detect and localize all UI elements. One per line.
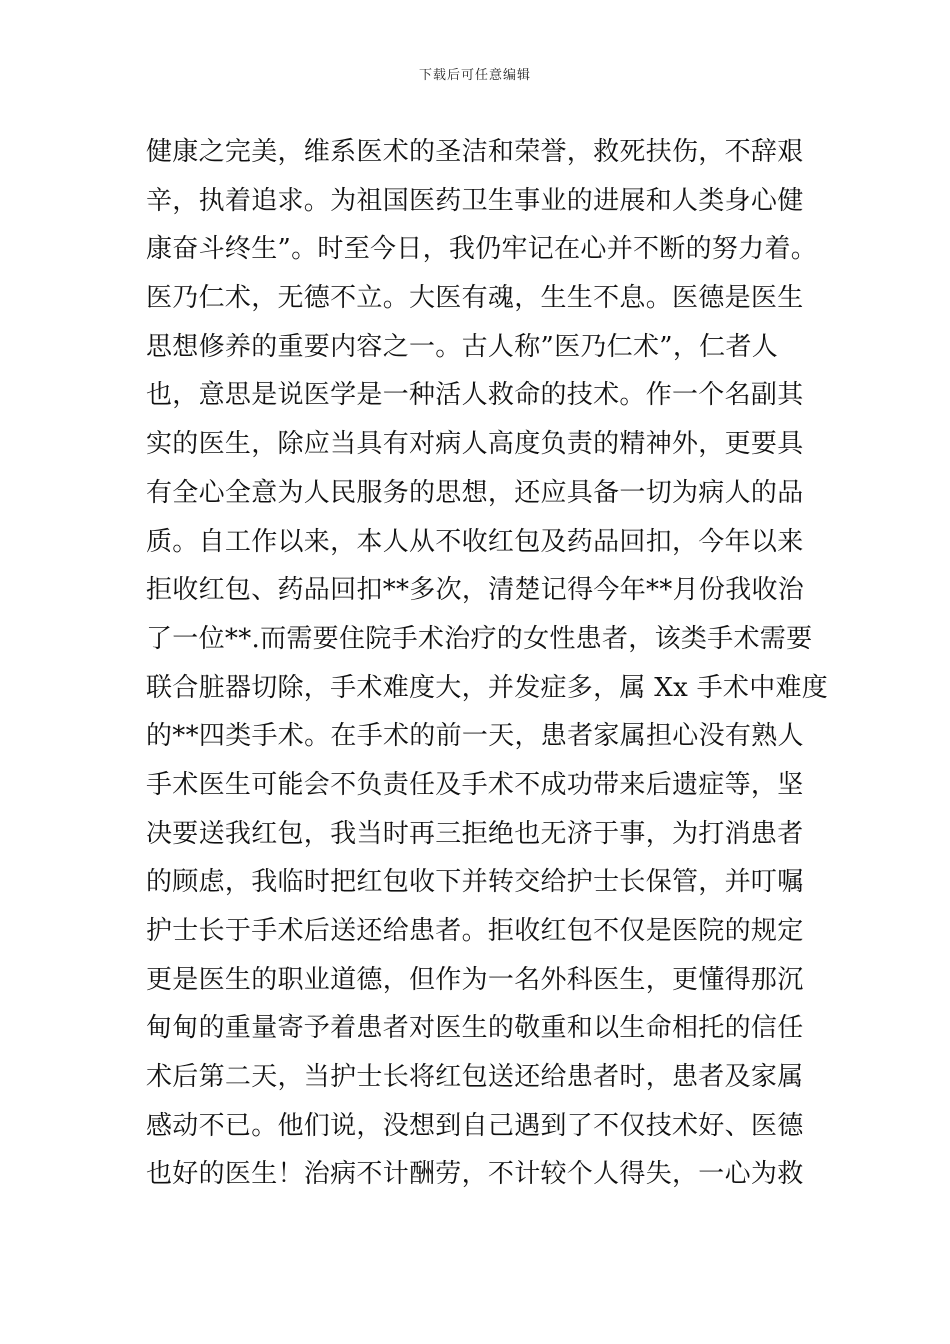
text-line: 联合脏器切除，手术难度大，并发症多，属 Xx 手术中难度 <box>146 672 829 703</box>
text-line: 更是医生的职业道德，但作为一名外科医生，更懂得那沉 <box>146 964 804 995</box>
body-text <box>146 128 846 1199</box>
text-line: 辛，执着追求。为祖国医药卫生事业的进展和人类身心健 <box>146 185 804 216</box>
text-line: 有全心全意为人民服务的思想，还应具备一切为病人的品 <box>146 477 804 508</box>
text-line: 感动不已。他们说，没想到自己遇到了不仅技术好、医德 <box>146 1110 804 1141</box>
text-line: 也好的医生！治病不计酬劳，不计较个人得失，一心为救 <box>146 1159 804 1190</box>
text-line: 质。自工作以来，本人从不收红包及药品回扣，今年以来 <box>146 526 804 557</box>
text-line: 医乃仁术，无德不立。大医有魂，生生不息。医德是医生 <box>146 283 804 314</box>
text-line: 也，意思是说医学是一种活人救命的技术。作一个名副其 <box>146 380 804 411</box>
text-line: 了一位**.而需要住院手术治疗的女性患者，该类手术需要 <box>146 623 813 654</box>
text-line: 护士长于手术后送还给患者。拒收红包不仅是医院的规定 <box>146 916 804 946</box>
text-line: 的顾虑，我临时把红包收下并转交给护士长保管，并叮嘱 <box>146 867 804 898</box>
header-note: 下载后可任意编辑 <box>418 68 531 83</box>
text-line: 手术医生可能会不负责任及手术不成功带来后遗症等，坚 <box>146 769 804 800</box>
text-line: 术后第二天，当护士长将红包送还给患者时，患者及家属 <box>146 1062 804 1093</box>
text-line: 甸甸的重量寄予着患者对医生的敬重和以生命相托的信任 <box>146 1013 804 1044</box>
text-line: 思想修养的重要内容之一。古人称”医乃仁术”，仁者人 <box>146 331 779 362</box>
text-line: 实的医生，除应当具有对病人高度负责的精神外，更要具 <box>146 429 804 460</box>
text-line: 的**四类手术。在手术的前一天，患者家属担心没有熟人 <box>146 721 804 752</box>
text-line: 决要送我红包，我当时再三拒绝也无济于事，为打消患者 <box>146 818 804 849</box>
text-line: 康奋斗终生”。时至今日，我仍牢记在心并不断的努力着。 <box>146 234 818 265</box>
text-line: 拒收红包、药品回扣**多次，清楚记得今年**月份我收治 <box>146 575 805 606</box>
text-line: 健康之完美，维系医术的圣洁和荣誉，救死扶伤，不辞艰 <box>146 137 804 167</box>
